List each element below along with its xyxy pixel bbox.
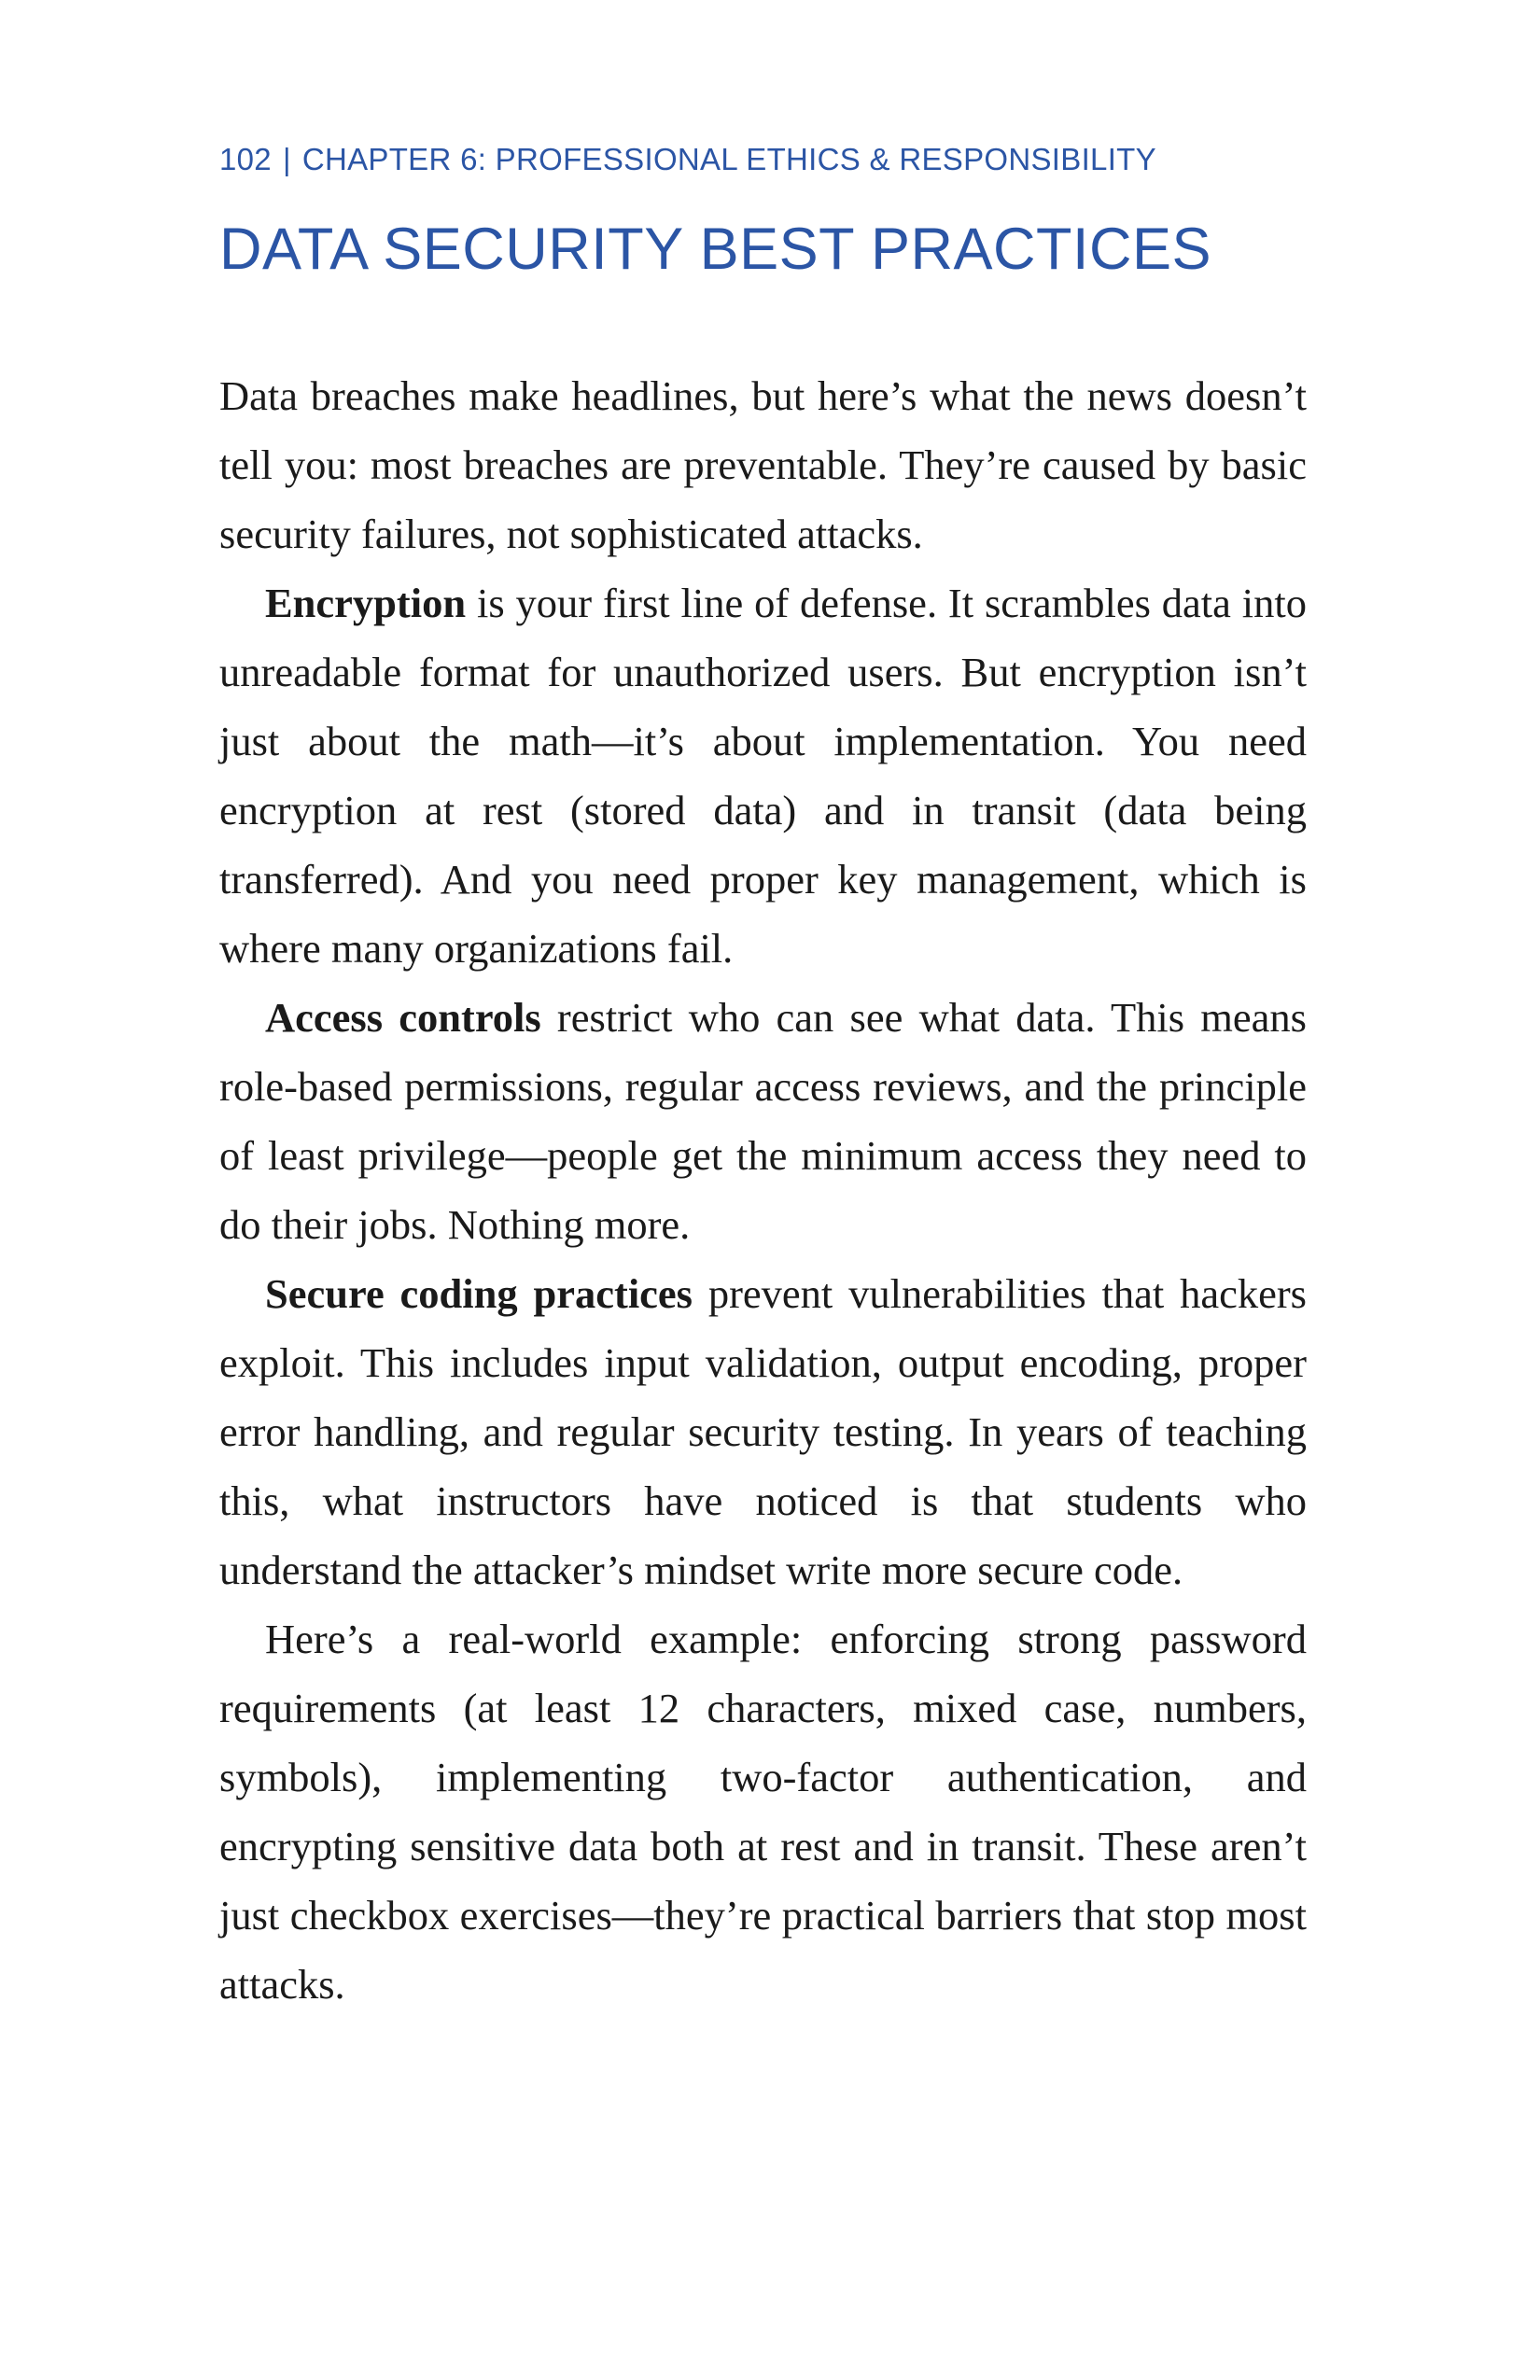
paragraph-access-controls <box>219 983 1307 1259</box>
paragraph-text: prevent vulnerabilities that hackers exploit. This includes input validation, output encoding, proper error handling, and regular security testing. In years of teaching this, what instructors have noticed is that students who understand the attacker’s mindset write more secure code. <box>219 1270 1307 1593</box>
paragraph-intro <box>219 361 1307 568</box>
paragraph-lead: Access controls <box>265 994 541 1041</box>
paragraph-example <box>219 1604 1307 2019</box>
paragraph-text: restrict who can see what data. This means role-based permissions, regular access reviews, and the principle of least privilege—people get the minimum access they need to do their jobs. Nothing more. <box>219 994 1307 1248</box>
running-head-separator: | <box>282 142 291 176</box>
running-head <box>219 142 1156 177</box>
paragraph-encryption <box>219 568 1307 983</box>
paragraph-text: Data breaches make headlines, but here’s what the news doesn’t tell you: most breaches are preventable. They’re caused by basic security failures, not sophisticated attacks. <box>219 372 1307 557</box>
page-number: 102 <box>219 142 272 176</box>
paragraph-text: is your first line of defense. It scrambles data into unreadable format for unauthorized users. But encryption isn’t just about the math—it’s about implementation. You need encryption at rest (stored data) and in transit (data being transferred). And you need proper key management, which is where many organizations fail. <box>219 580 1307 972</box>
paragraph-text: Here’s a real-world example: enforcing strong password requirements (at least 12 characters, mixed case, numbers, symbols), implementing two-factor authentication, and encrypting sensitive data both at rest and in transit. These aren’t just checkbox exercises—they’re practical barriers that stop most attacks. <box>219 1616 1307 2008</box>
paragraph-secure-coding <box>219 1259 1307 1604</box>
body-text <box>219 361 1307 2019</box>
paragraph-lead: Secure coding practices <box>265 1270 693 1317</box>
chapter-title: CHAPTER 6: PROFESSIONAL ETHICS & RESPONSIBILITY <box>301 142 1156 176</box>
paragraph-lead: Encryption <box>265 580 467 626</box>
section-title: DATA SECURITY BEST PRACTICES <box>219 217 1212 282</box>
